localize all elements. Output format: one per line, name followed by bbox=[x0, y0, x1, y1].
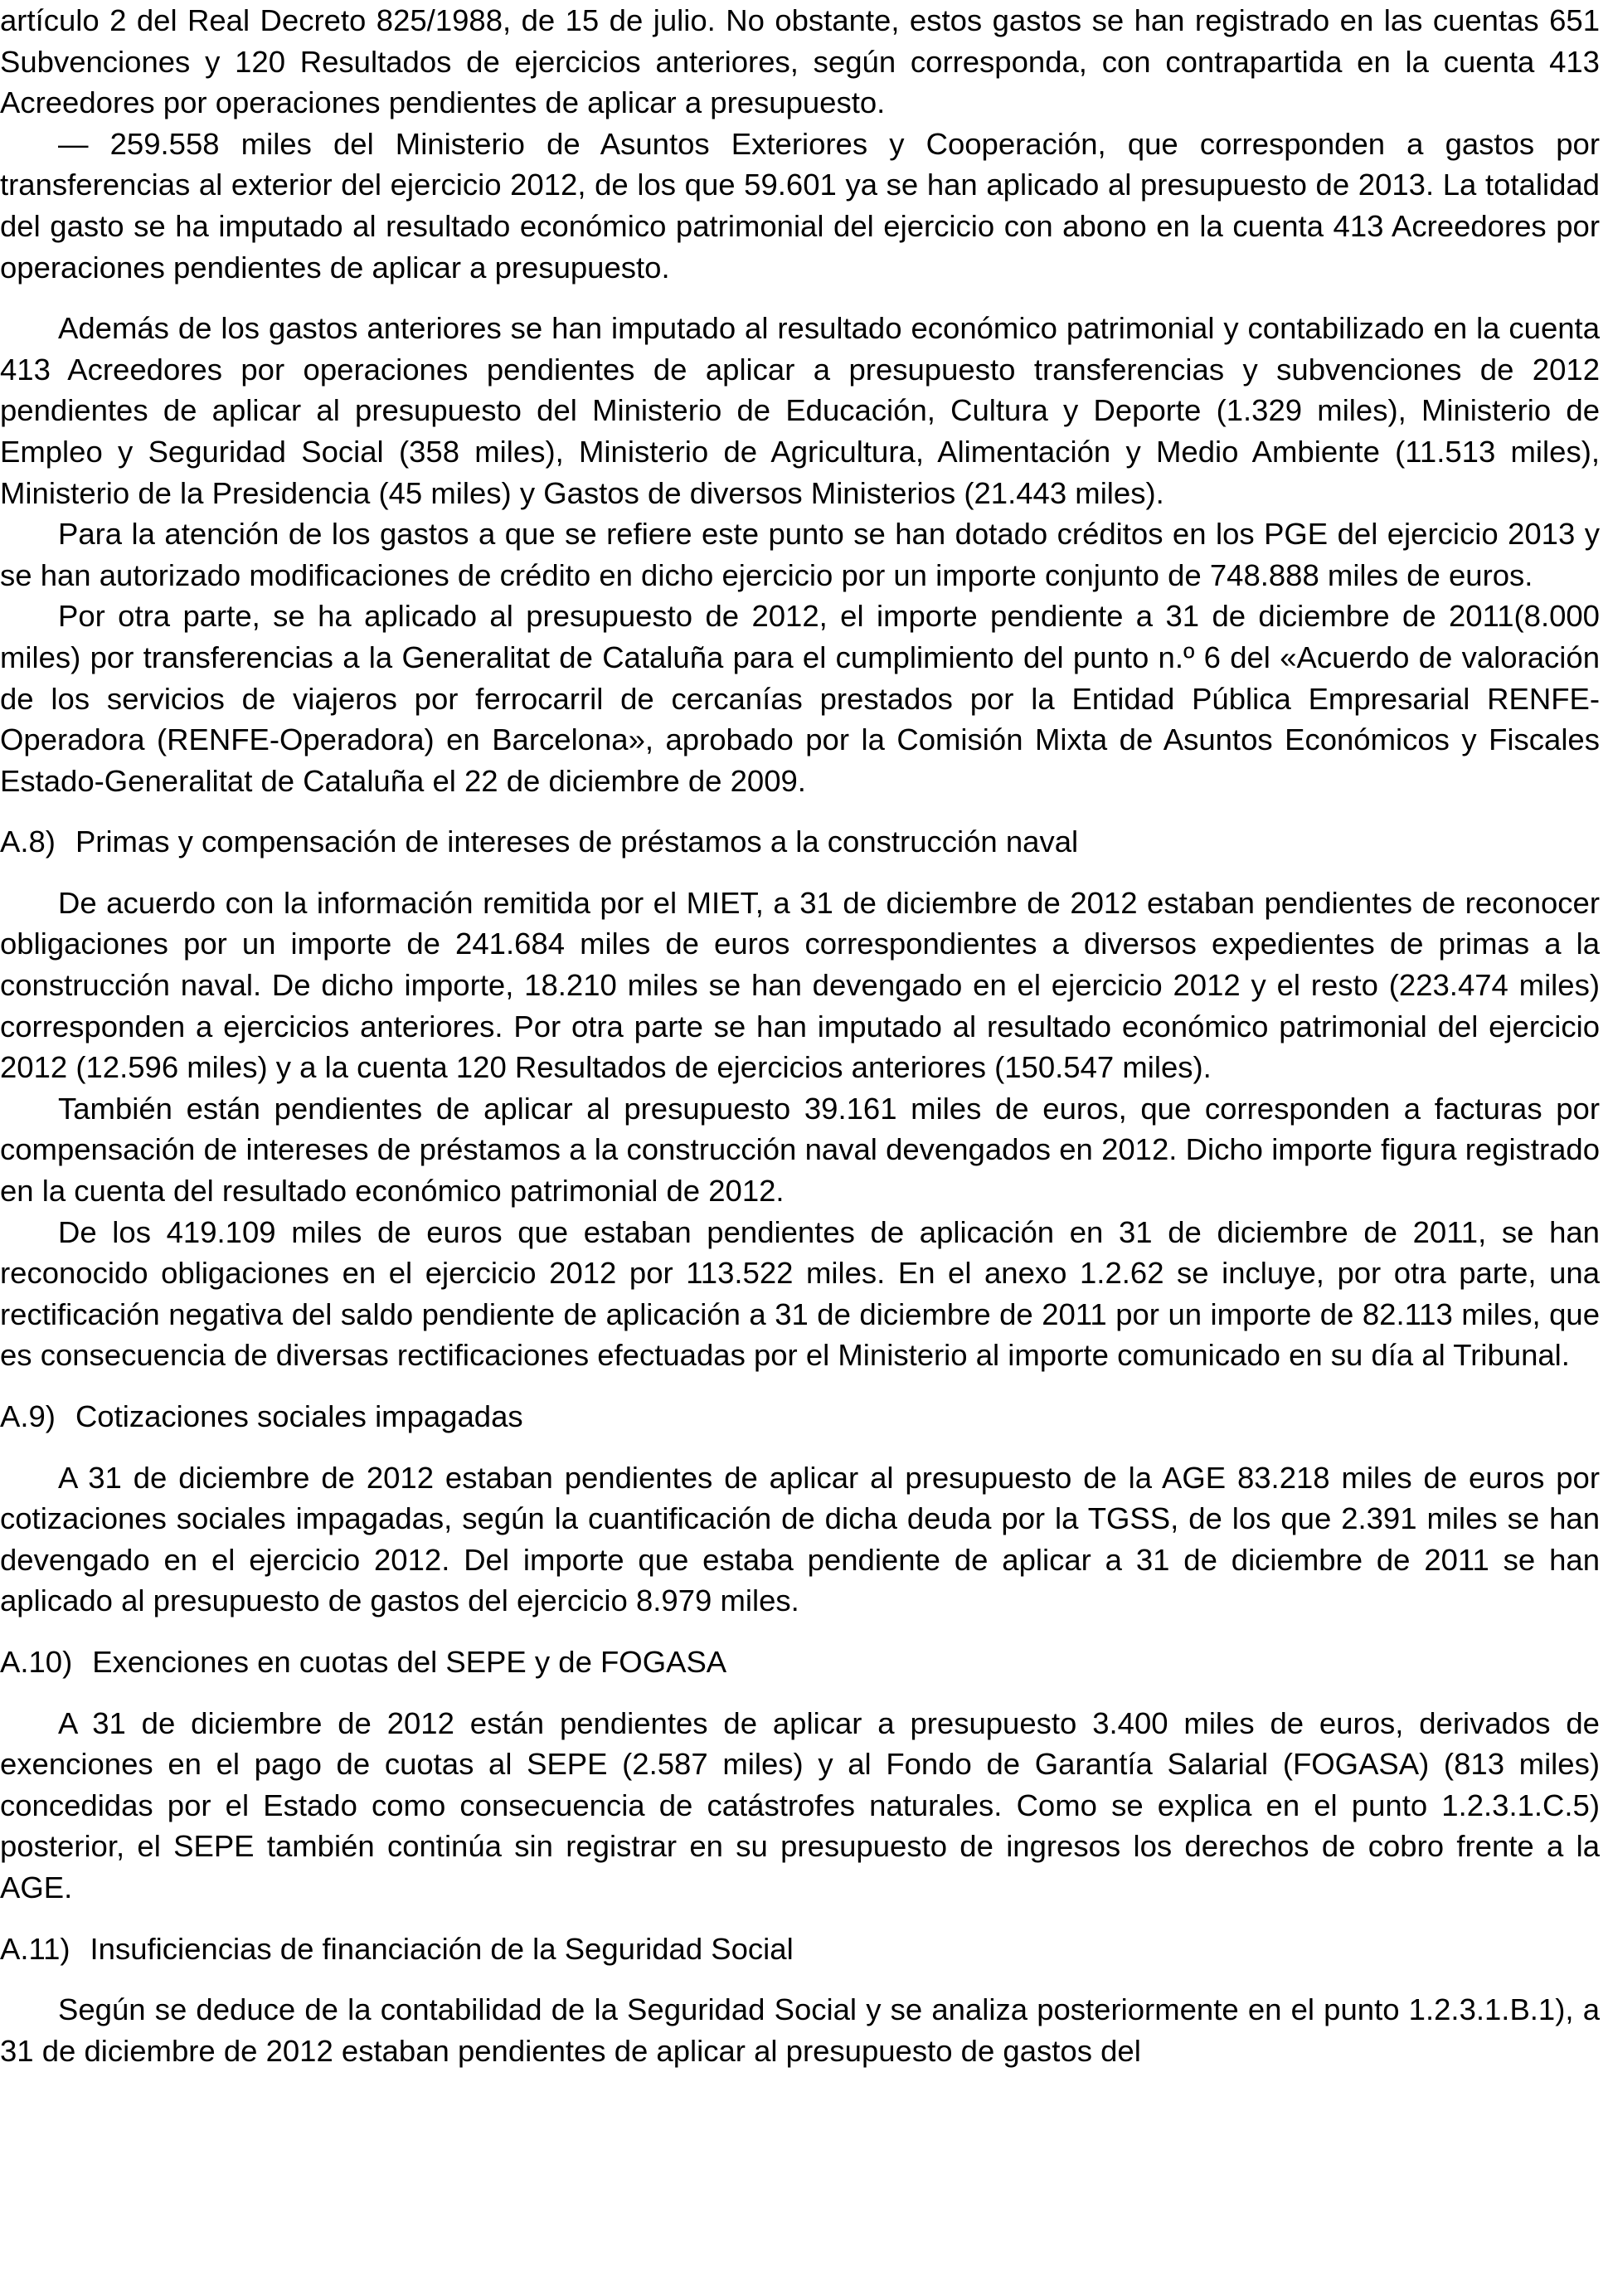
paragraph: A 31 de diciembre de 2012 estaban pendientes de aplicar al presupuesto de la AGE 83.218 miles de euros por cotizaciones sociales impagadas, según la cuantificación de dicha deuda por la TGSS, de los que 2.391 miles se han devengado en el ejercicio 2012. Del importe que estaba pendiente de aplicar a 31 de diciembre de 2011 se han aplicado al presupuesto de gastos del ejercicio 8.979 miles. bbox=[0, 1460, 1600, 1618]
section-heading-a8 bbox=[0, 821, 1600, 863]
paragraph-dash-item: — 259.558 miles del Ministerio de Asuntos Exteriores y Cooperación, que corresponden a gastos por transferencias al exterior del ejercicio 2012, de los que 59.601 ya se han aplicado al presupuesto de 2013. La totalidad del gasto se ha imputado al resultado económico patrimonial del ejercicio con abono en la cuenta 413 Acreedores por operaciones pendientes de aplicar a presupuesto. bbox=[0, 126, 1600, 285]
paragraph: De los 419.109 miles de euros que estaban pendientes de aplicación en 31 de diciembre de 2011, se han reconocido obligaciones en el ejercicio 2012 por 113.522 miles. En el anexo 1.2.62 se incluye, por otra parte, una rectificación negativa del saldo pendiente de aplicación a 31 de diciembre de 2011 por un importe de 82.113 miles, que es consecuencia de diversas rectificaciones efectuadas por el Ministerio al importe comunicado en su día al Tribunal. bbox=[0, 1214, 1600, 1373]
paragraph-credits: Para la atención de los gastos a que se refiere este punto se han dotado créditos en los PGE del ejercicio 2013 y se han autorizado modificaciones de crédito en dicho ejercicio por un importe conjunto de 748.888 miles de euros. bbox=[0, 517, 1600, 592]
section-heading-a11 bbox=[0, 1929, 1600, 1970]
paragraph: De acuerdo con la información remitida por el MIET, a 31 de diciembre de 2012 estaban pendientes de reconocer obligaciones por un importe de 241.684 miles de euros correspondientes a diversos expedientes de primas a la construcción naval. De dicho importe, 18.210 miles se han devengado en el ejercicio 2012 y el resto (223.474 miles) corresponden a ejercicios anteriores. Por otra parte se han imputado al resultado económico patrimonial del ejercicio 2012 (12.596 miles) y a la cuenta 120 Resultados de ejercicios anteriores (150.547 miles). bbox=[0, 885, 1600, 1085]
paragraph-continuation: artículo 2 del Real Decreto 825/1988, de 15 de julio. No obstante, estos gastos se han registrado en las cuentas 651 Subvenciones y 120 Resultados de ejercicios anteriores, según corresponda, con contrapartida en la cuenta 413 Acreedores por operaciones pendientes de aplicar a presupuesto. bbox=[0, 3, 1600, 120]
paragraph-generalitat: Por otra parte, se ha aplicado al presupuesto de 2012, el importe pendiente a 31 de diciembre de 2011(8.000 miles) por transferencias a la Generalitat de Cataluña para el cumplimiento del punto n.º 6 del «Acuerdo de valoración de los servicios de viajeros por ferrocarril de cercanías prestados por la Entidad Pública Empresarial RENFE-Operadora (RENFE-Operadora) en Barcelona», aprobado por la Comisión Mixta de Asuntos Económicos y Fiscales Estado-Generalitat de Cataluña el 22 de diciembre de 2009. bbox=[0, 599, 1600, 798]
section-title: Primas y compensación de intereses de préstamos a la construcción naval bbox=[75, 825, 1079, 859]
section-title: Insuficiencias de financiación de la Seguridad Social bbox=[90, 1931, 794, 1966]
section-heading-a9 bbox=[0, 1396, 1600, 1437]
paragraph: A 31 de diciembre de 2012 están pendientes de aplicar a presupuesto 3.400 miles de euros, derivados de exenciones en el pago de cuotas al SEPE (2.587 miles) y al Fondo de Garantía Salarial (FOGASA) (813 miles) concedidas por el Estado como consecuencia de catástrofes naturales. Como se explica en el punto 1.2.3.1.C.5) posterior, el SEPE también continúa sin registrar en su presupuesto de ingresos los derechos de cobro frente a la AGE. bbox=[0, 1705, 1600, 1904]
paragraph-other-expenses: Además de los gastos anteriores se han imputado al resultado económico patrimonial y contabilizado en la cuenta 413 Acreedores por operaciones pendientes de aplicar a presupuesto transferencias y subvenciones de 2012 pendientes de aplicar al presupuesto del Ministerio de Educación, Cultura y Deporte (1.329 miles), Ministerio de Empleo y Seguridad Social (358 miles), Ministerio de Agricultura, Alimentación y Medio Ambiente (11.513 miles), Ministerio de la Presidencia (45 miles) y Gastos de diversos Ministerios (21.443 miles). bbox=[0, 311, 1600, 510]
section-number: A.11) bbox=[0, 1931, 70, 1966]
section-title: Exenciones en cuotas del SEPE y de FOGASA bbox=[92, 1644, 727, 1679]
section-number: A.9) bbox=[0, 1399, 56, 1433]
paragraph: Según se deduce de la contabilidad de la Seguridad Social y se analiza posteriormente en el punto 1.2.3.1.B.1), a 31 de diciembre de 2012 estaban pendientes de aplicar al presupuesto de gastos del bbox=[0, 1992, 1600, 2068]
paragraph: También están pendientes de aplicar al presupuesto 39.161 miles de euros, que corresponden a facturas por compensación de intereses de préstamos a la construcción naval devengados en 2012. Dicho importe figura registrado en la cuenta del resultado económico patrimonial de 2012. bbox=[0, 1091, 1600, 1209]
section-title: Cotizaciones sociales impagadas bbox=[75, 1399, 523, 1433]
section-heading-a10 bbox=[0, 1642, 1600, 1683]
section-number: A.8) bbox=[0, 825, 56, 859]
section-number: A.10) bbox=[0, 1644, 73, 1679]
